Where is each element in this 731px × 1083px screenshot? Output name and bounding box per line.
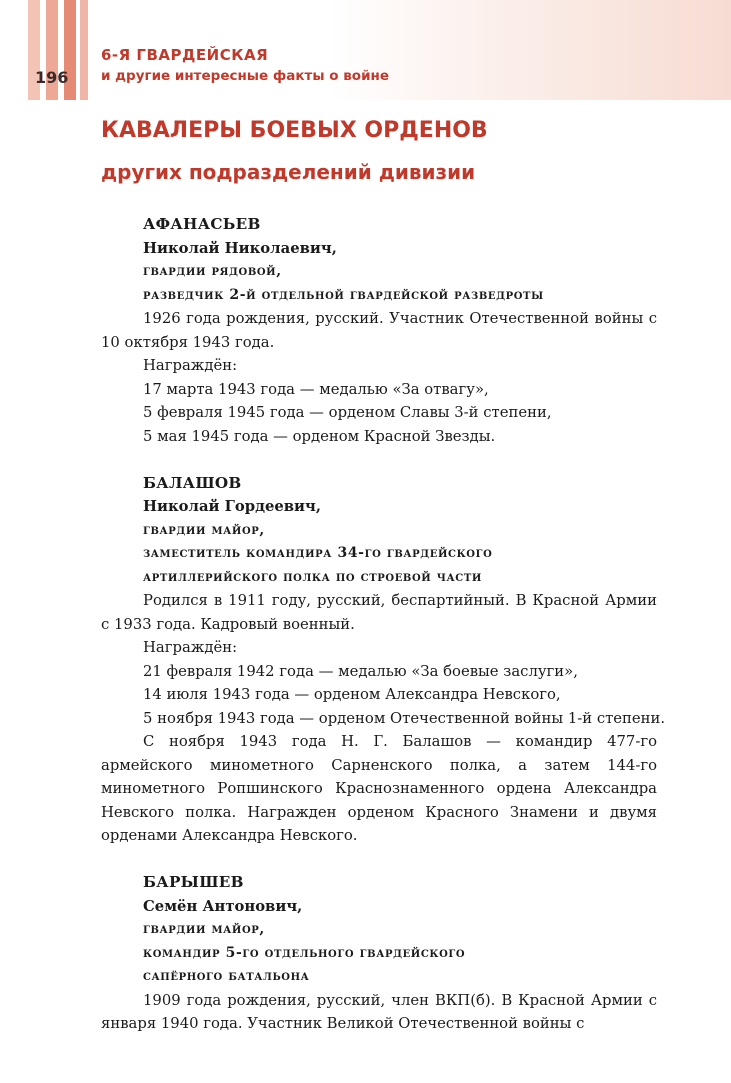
- entry-position: артиллерийского полка по строевой части: [143, 568, 482, 585]
- entry-rank: гвардии майор,: [143, 921, 265, 937]
- award-line: 14 июля 1943 года — орденом Александра Невского,: [143, 686, 561, 703]
- stripe: [80, 0, 88, 100]
- entry-position: заместитель командира 34-го гвардейского: [143, 545, 493, 561]
- entry-position: сапёрного батальона: [143, 968, 310, 984]
- entry-surname: АФАНАСЬЕВ: [143, 215, 261, 233]
- entry-rank: гвардии майор,: [143, 521, 265, 538]
- entry-position: разведчик 2-й отдельной гвардейской разведроты: [143, 286, 544, 303]
- main-content: [101, 213, 666, 1059]
- entry-extra: С ноября 1943 года Н. Г. Балашов — командир 477-го армейского минометного Сарненского полка, а затем 144-го минометного Ропшинского Краснознаменного ордена Александра Невского полка. Награжден орденом Красного Знамени и двумя орденами Александра Невского.: [101, 733, 657, 844]
- entry-baryshev: [101, 871, 657, 1036]
- section-title: КАВАЛЕРЫ БОЕВЫХ ОРДЕНОВ: [101, 118, 488, 143]
- entry-bio: 1926 года рождения, русский. Участник Отечественной войны с 10 октября 1943 года.: [101, 310, 657, 351]
- entry-bio: Родился в 1911 году, русский, беспартийный. В Красной Армии с 1933 года. Кадровый военный.: [101, 592, 657, 633]
- section-subtitle: других подразделений дивизии: [101, 160, 476, 184]
- running-header-title: 6-Я ГВАРДЕЙСКАЯ: [101, 46, 269, 64]
- award-line: 5 февраля 1945 года — орденом Славы 3-й степени,: [143, 404, 552, 421]
- award-line: 5 ноября 1943 года — орденом Отечественной войны 1-й степени.: [143, 709, 666, 727]
- entry-afanasyev: [101, 213, 657, 448]
- award-line: 21 февраля 1942 года — медалью «За боевые заслуги»,: [143, 662, 578, 680]
- entry-position: командир 5-го отдельного гвардейского: [143, 944, 466, 961]
- page-number: 196: [35, 68, 69, 87]
- entry-bio: 1909 года рождения, русский, член ВКП(б). В Красной Армии с января 1940 года. Участник Великой Отечественной войны с: [101, 991, 657, 1032]
- entry-balashov: [101, 472, 666, 848]
- award-line: 17 марта 1943 года — медалью «За отвагу»,: [143, 380, 489, 398]
- entry-name: Николай Николаевич,: [143, 239, 337, 257]
- awarded-label: Награждён:: [143, 639, 238, 656]
- entry-surname: БАЛАШОВ: [143, 473, 242, 492]
- entry-surname: БАРЫШЕВ: [143, 873, 244, 891]
- awarded-label: Награждён:: [143, 357, 238, 374]
- entry-name: Николай Гордеевич,: [143, 498, 322, 515]
- entry-rank: гвардии рядовой,: [143, 263, 282, 279]
- entry-name: Семён Антонович,: [143, 897, 303, 915]
- award-line: 5 мая 1945 года — орденом Красной Звезды.: [143, 427, 496, 445]
- running-header-subtitle: и другие интересные факты о войне: [101, 68, 390, 84]
